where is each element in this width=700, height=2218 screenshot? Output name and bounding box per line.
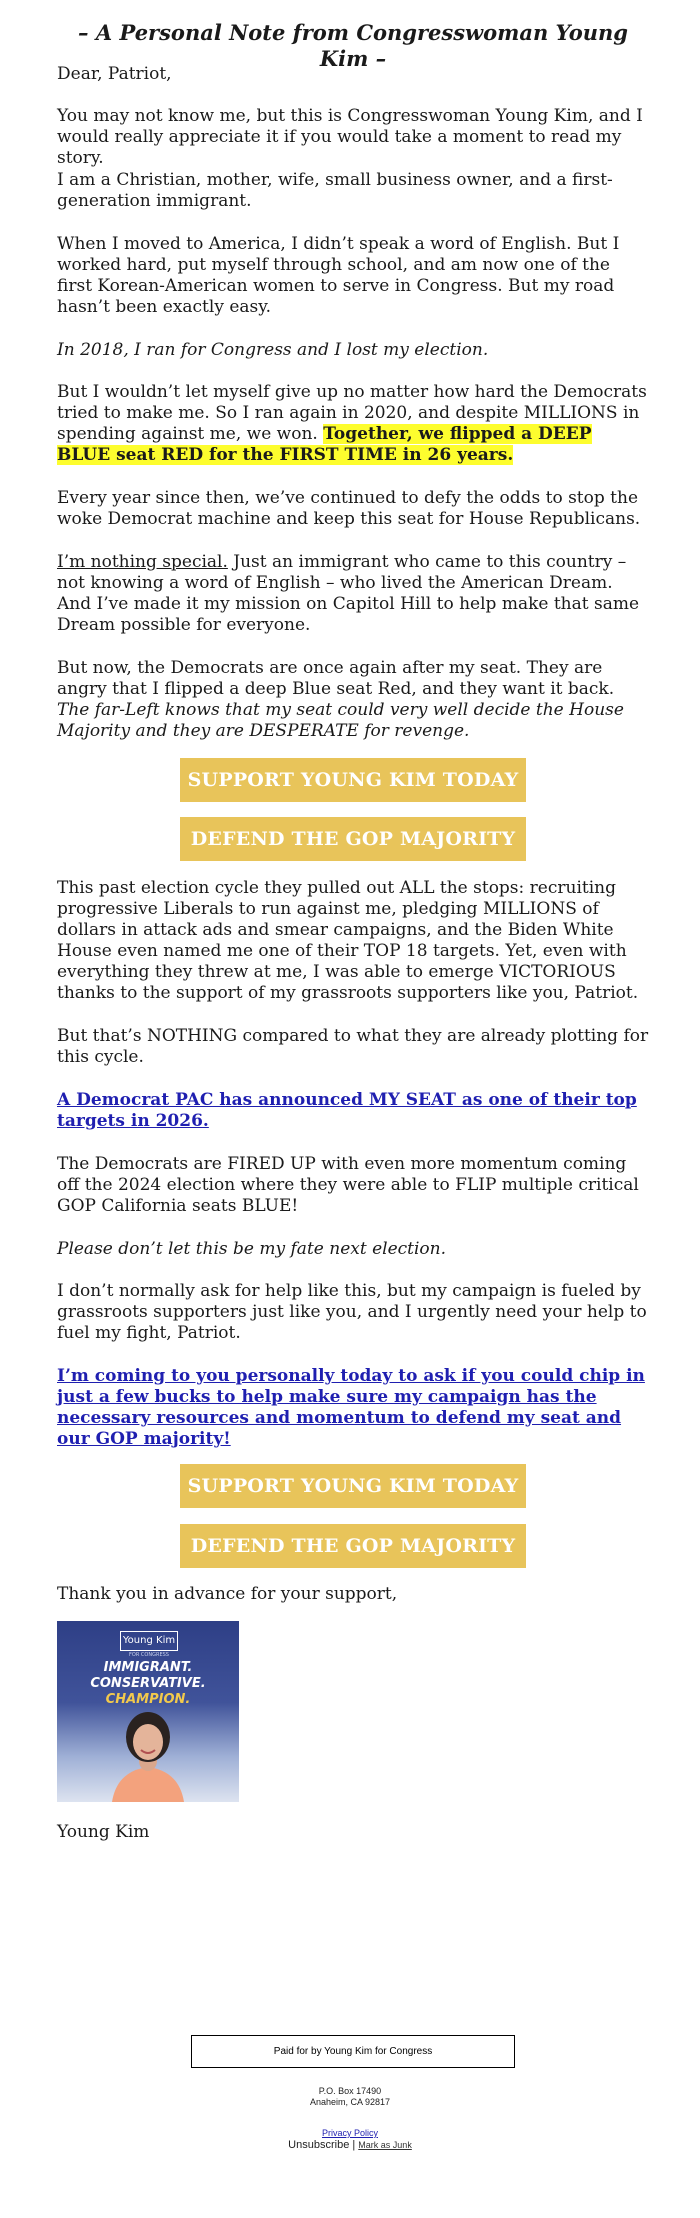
win-text: But I wouldn’t let myself give up no matter how hard the Democrats tried to make me. So I ran again in 2020, and despite MILLIONS in spending against me, we won. [57,382,647,444]
young-kim-logo: Young Kim [120,1631,178,1651]
signature: Young Kim [57,1822,150,1842]
portrait-face [133,1724,163,1760]
paragraph-story: When I moved to America, I didn’t speak a word of English. But I worked hard, put myself through school, and am now one of the first Korean-American women to serve in Congress. But my road hasn’t been exactly easy. [57,234,620,317]
candidate-photo [57,1621,239,1802]
paragraph-ask: I don’t normally ask for help like this, but my campaign is fueled by grassroots supporters just like you, and I urgently need your help to fuel my fight, Patriot. [57,1281,647,1343]
defend-gop-majority-button-2[interactable]: DEFEND THE GOP MAJORITY [180,1524,526,1568]
paid-for-disclaimer: Paid for by Young Kim for Congress [191,2035,515,2068]
tagline-conservative: CONSERVATIVE. [90,1676,206,1691]
address-line-2: Anaheim, CA 92817 [309,2097,391,2107]
portrait-illustration [57,1621,239,1802]
paragraph-2020-win [57,382,649,466]
footer-separator: | [352,2139,356,2151]
closing-line: Thank you in advance for your support, [57,1584,398,1604]
privacy-row [0,2128,700,2139]
unsubscribe-row [0,2139,700,2152]
paragraph-election-cycle: This past election cycle they pulled out ALL the stops: recruiting progressive Liberals to run against me, pledging MILLIONS of dollars in attack ads and smear campaigns, and the Biden White House even named me one of their TOP 18 targets. Yet, even with everything they threw at me, I was able to emerge VICTORIOUS thanks to the support of my grassroots supporters like you, Patriot. [57,878,639,1003]
paragraph-nothing-special [57,552,649,636]
paragraph-plotting: But that’s NOTHING compared to what they are already plotting for this cycle. [57,1026,649,1067]
paragraph-after-seat [57,658,649,742]
highlighted-flip-text: Together, we flipped a DEEP BLUE seat RED for the FIRST TIME in 26 years. [57,424,592,465]
young-kim-logo-sub: FOR CONGRESS [129,1652,169,1658]
after-seat-italic: The far-Left knows that my seat could very well decide the House Majority and they are DESPERATE for revenge. [57,700,624,741]
after-seat-text: But now, the Democrats are once again after my seat. They are angry that I flipped a deep Blue seat Red, and they want it back. [57,658,615,699]
chip-in-link[interactable]: I’m coming to you personally today to ask if you could chip in just a few bucks to help make sure my campaign has the necessary resources and momentum to defend my seat and our GOP majority! [57,1366,645,1449]
paragraph-intro: You may not know me, but this is Congresswoman Young Kim, and I would really appreciate it if you would take a moment to read my story. [57,106,643,168]
paragraph-identity: I am a Christian, mother, wife, small business owner, and a first-generation immigrant. [57,170,613,211]
tagline-immigrant: IMMIGRANT. [103,1660,193,1675]
paragraph-2018-loss: In 2018, I ran for Congress and I lost my election. [57,340,489,360]
tagline-champion: CHAMPION. [105,1692,191,1707]
defend-gop-majority-button[interactable]: DEFEND THE GOP MAJORITY [180,817,526,861]
email-title: – A Personal Note from Congresswoman Young Kim – [78,20,628,71]
unsubscribe-link[interactable]: Unsubscribe [288,2139,350,2151]
nothing-special-rest: Just an immigrant who came to this country – not knowing a word of English – who lived the American Dream. And I’ve made it my mission on Capitol Hill to help make that same Dream possible for everyone. [57,552,640,635]
paragraph-every-year: Every year since then, we’ve continued to defy the odds to stop the woke Democrat machine and keep this seat for House Republicans. [57,488,641,529]
pac-target-link[interactable]: A Democrat PAC has announced MY SEAT as one of their top targets in 2026. [57,1090,637,1131]
mark-as-junk-link[interactable]: Mark as Junk [358,2140,412,2150]
support-young-kim-button[interactable]: SUPPORT YOUNG KIM TODAY [180,758,526,802]
paragraph-fate: Please don’t let this be my fate next election. [57,1239,447,1259]
paragraph-fired-up: The Democrats are FIRED UP with even more momentum coming off the 2024 election where they were able to FLIP multiple critical GOP California seats BLUE! [57,1154,639,1216]
nothing-special-underline: I’m nothing special. [57,552,228,572]
portrait-blouse [112,1767,184,1802]
address-line-1: P.O. Box 17490 [318,2086,382,2096]
greeting: Dear, Patriot, [57,64,172,84]
support-young-kim-button-2[interactable]: SUPPORT YOUNG KIM TODAY [180,1464,526,1508]
privacy-policy-link[interactable]: Privacy Policy [321,2128,378,2138]
